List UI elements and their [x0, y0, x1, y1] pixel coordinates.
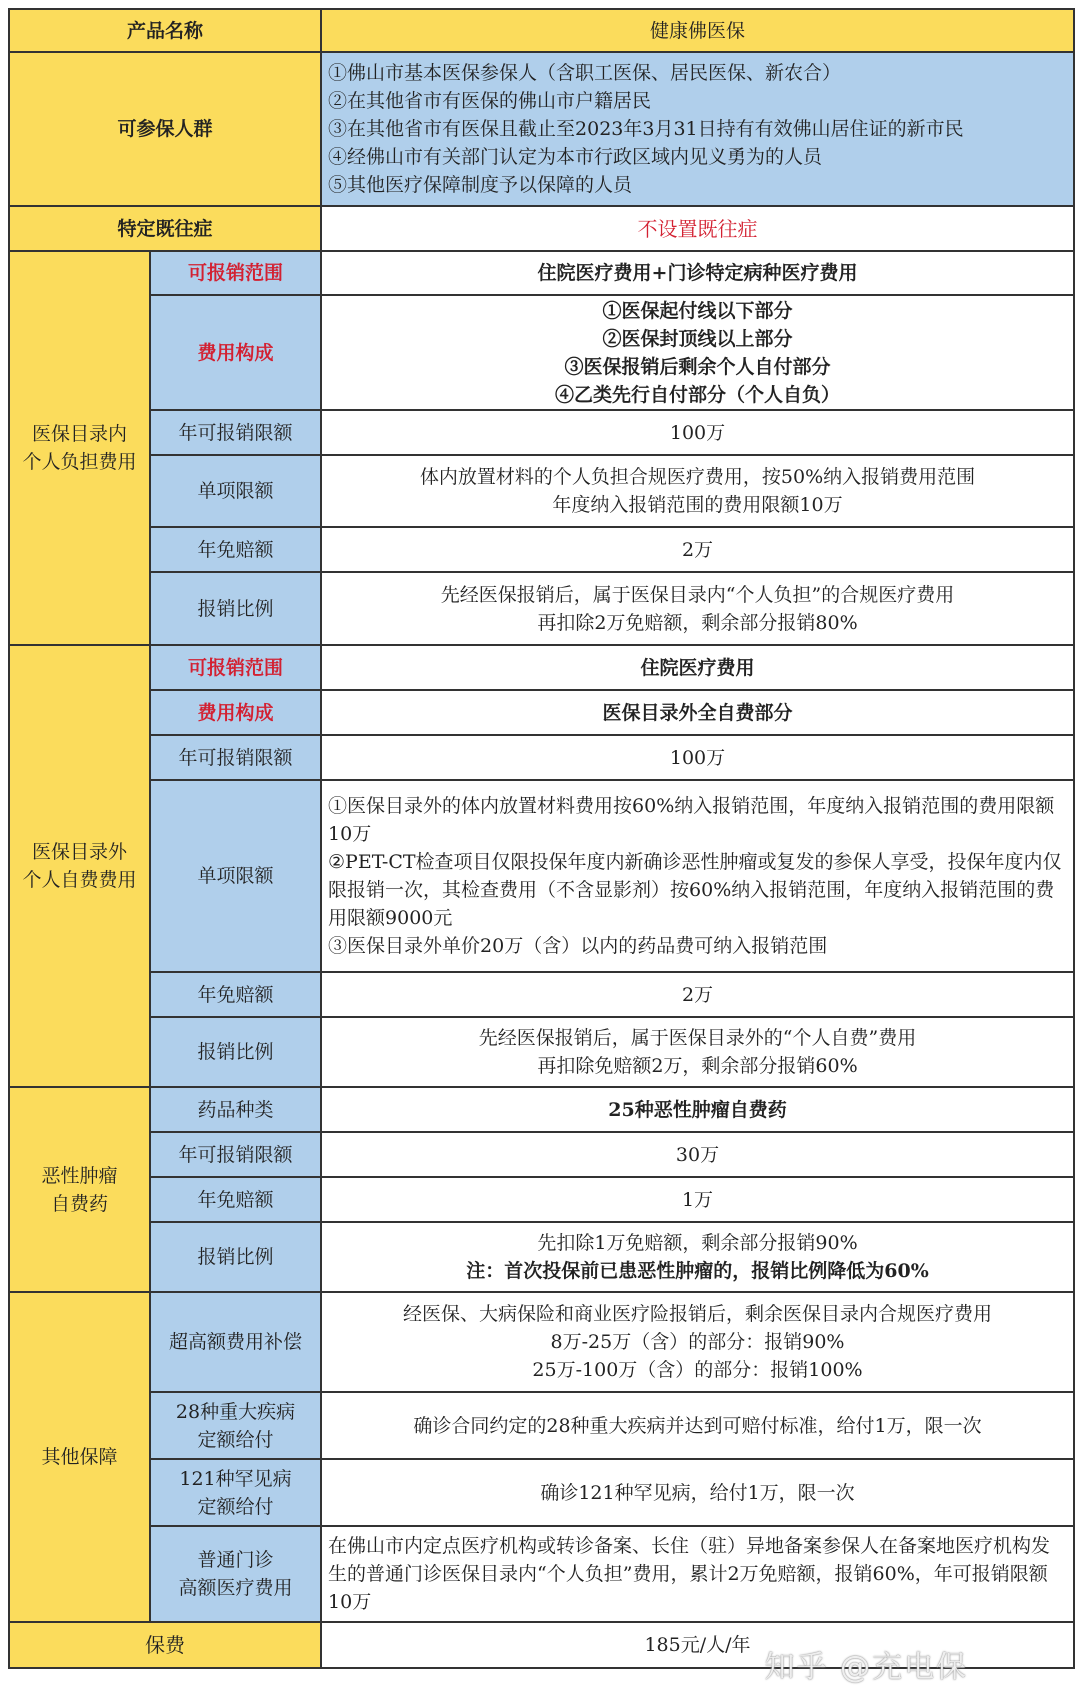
out-catalog-row [9, 1017, 1074, 1087]
in-catalog-scope-value: 住院医疗费用+门诊特定病种医疗费用 [321, 251, 1074, 295]
out-catalog-composition-label: 费用构成 [150, 690, 321, 735]
out-catalog-row [9, 972, 1074, 1017]
cancer-drug-row [9, 1222, 1074, 1292]
in-catalog-row [9, 251, 1074, 295]
premium-label: 保费 [9, 1622, 321, 1668]
in-catalog-ratio-value: 先经医保报销后，属于医保目录内“个人负担”的合规医疗费用 再扣除2万免赔额，剩余部分报销80% [321, 572, 1074, 645]
out-catalog-ratio-label: 报销比例 [150, 1017, 321, 1087]
cancer-drug-types-label: 药品种类 [150, 1087, 321, 1132]
out-catalog-item-limit-label: 单项限额 [150, 780, 321, 972]
other-coverage-row [9, 1292, 1074, 1392]
ultra-high-expense-value: 经医保、大病保险和商业医疗险报销后，剩余医保目录内合规医疗费用 8万-25万（含）的部分：报销90% 25万-100万（含）的部分：报销100% [321, 1292, 1074, 1392]
cancer-drug-annual-limit-value: 30万 [321, 1132, 1074, 1177]
watermark: 知乎 @充电保 [764, 1650, 968, 1685]
cancer-drug-note: 注：首次投保前已患恶性肿瘤的，报销比例降低为60% [466, 1260, 929, 1282]
out-catalog-item-limit-value: ①医保目录外的体内放置材料费用按60%纳入报销范围，年度纳入报销范围的费用限额10万 ②PET-CT检查项目仅限投保年度内新确诊恶性肿瘤或复发的参保人享受，投保年度内仅限报销一次，其检查费用（不含显影剂）按60%纳入报销范围，年度纳入报销范围的费用限额9000元 ③医保目录外单价20万（含）以内的药品费可纳入报销范围 [321, 780, 1074, 972]
out-catalog-group-label: 医保目录外 个人自费费用 [9, 645, 150, 1087]
eligible-item: ④经佛山市有关部门认定为本市行政区域内见义勇为的人员 [328, 146, 823, 168]
preexisting-row [9, 206, 1074, 251]
in-catalog-item-limit-label: 单项限额 [150, 455, 321, 527]
in-catalog-row [9, 455, 1074, 527]
out-catalog-composition-value: 医保目录外全自费部分 [321, 690, 1074, 735]
in-catalog-annual-limit-value: 100万 [321, 410, 1074, 455]
out-catalog-scope-value: 住院医疗费用 [321, 645, 1074, 690]
other-coverage-row [9, 1392, 1074, 1459]
product-row [9, 9, 1074, 52]
in-catalog-annual-limit-label: 年可报销限额 [150, 410, 321, 455]
preexisting-value: 不设置既往症 [321, 206, 1074, 251]
in-catalog-deductible-label: 年免赔额 [150, 527, 321, 572]
out-catalog-row [9, 780, 1074, 972]
product-name-label: 产品名称 [9, 9, 321, 52]
other-coverage-row [9, 1526, 1074, 1622]
rare-disease-value: 确诊121种罕见病，给付1万，限一次 [321, 1459, 1074, 1526]
in-catalog-ratio-label: 报销比例 [150, 572, 321, 645]
out-catalog-row [9, 645, 1074, 690]
critical-illness-label: 28种重大疾病 定额给付 [150, 1392, 321, 1459]
preexisting-label: 特定既往症 [9, 206, 321, 251]
rare-disease-label: 121种罕见病 定额给付 [150, 1459, 321, 1526]
in-catalog-row [9, 410, 1074, 455]
outpatient-label: 普通门诊 高额医疗费用 [150, 1526, 321, 1622]
cancer-drug-row [9, 1132, 1074, 1177]
out-catalog-row [9, 690, 1074, 735]
in-catalog-row [9, 295, 1074, 410]
other-coverage-row [9, 1459, 1074, 1526]
out-catalog-annual-limit-label: 年可报销限额 [150, 735, 321, 780]
eligible-row [9, 52, 1074, 206]
cancer-drug-ratio-label: 报销比例 [150, 1222, 321, 1292]
cancer-drug-group-label: 恶性肿瘤 自费药 [9, 1087, 150, 1292]
out-catalog-deductible-value: 2万 [321, 972, 1074, 1017]
cancer-drug-deductible-value: 1万 [321, 1177, 1074, 1222]
eligible-item: ⑤其他医疗保障制度予以保障的人员 [328, 174, 633, 196]
premium-value: 185元/人/年 [321, 1622, 1074, 1668]
eligible-list [321, 52, 1074, 206]
comparison-table [8, 8, 1075, 1669]
out-catalog-scope-label: 可报销范围 [150, 645, 321, 690]
cancer-drug-row [9, 1177, 1074, 1222]
cancer-drug-types-value: 25种恶性肿瘤自费药 [321, 1087, 1074, 1132]
in-catalog-group-label: 医保目录内 个人负担费用 [9, 251, 150, 645]
in-catalog-row [9, 572, 1074, 645]
outpatient-value: 在佛山市内定点医疗机构或转诊备案、长住（驻）异地备案参保人在备案地医疗机构发生的普通门诊医保目录内“个人负担”费用，累计2万免赔额，报销60%，年可报销限额10万 [321, 1526, 1074, 1622]
in-catalog-composition-value: ①医保起付线以下部分 ②医保封顶线以上部分 ③医保报销后剩余个人自付部分 ④乙类先行自付部分（个人自负） [321, 295, 1074, 410]
in-catalog-deductible-value: 2万 [321, 527, 1074, 572]
eligible-item: ①佛山市基本医保参保人（含职工医保、居民医保、新农合） [328, 62, 842, 84]
out-catalog-deductible-label: 年免赔额 [150, 972, 321, 1017]
out-catalog-ratio-value: 先经医保报销后，属于医保目录外的“个人自费”费用 再扣除免赔额2万，剩余部分报销60% [321, 1017, 1074, 1087]
eligible-label: 可参保人群 [9, 52, 321, 206]
in-catalog-composition-label: 费用构成 [150, 295, 321, 410]
out-catalog-row [9, 735, 1074, 780]
ultra-high-expense-label: 超高额费用补偿 [150, 1292, 321, 1392]
product-name-value: 健康佛医保 [321, 9, 1074, 52]
in-catalog-item-limit-value: 体内放置材料的个人负担合规医疗费用，按50%纳入报销费用范围 年度纳入报销范围的费用限额10万 [321, 455, 1074, 527]
cancer-drug-row [9, 1087, 1074, 1132]
other-coverage-group-label: 其他保障 [9, 1292, 150, 1622]
cancer-drug-deductible-label: 年免赔额 [150, 1177, 321, 1222]
critical-illness-value: 确诊合同约定的28种重大疾病并达到可赔付标准，给付1万，限一次 [321, 1392, 1074, 1459]
in-catalog-row [9, 527, 1074, 572]
eligible-item: ③在其他省市有医保且截止至2023年3月31日持有有效佛山居住证的新市民 [328, 118, 964, 140]
cancer-drug-ratio-value: 先扣除1万免赔额，剩余部分报销90% 注：首次投保前已患恶性肿瘤的，报销比例降低为60% [321, 1222, 1074, 1292]
in-catalog-scope-label: 可报销范围 [150, 251, 321, 295]
cancer-drug-annual-limit-label: 年可报销限额 [150, 1132, 321, 1177]
out-catalog-annual-limit-value: 100万 [321, 735, 1074, 780]
eligible-item: ②在其他省市有医保的佛山市户籍居民 [328, 90, 652, 112]
